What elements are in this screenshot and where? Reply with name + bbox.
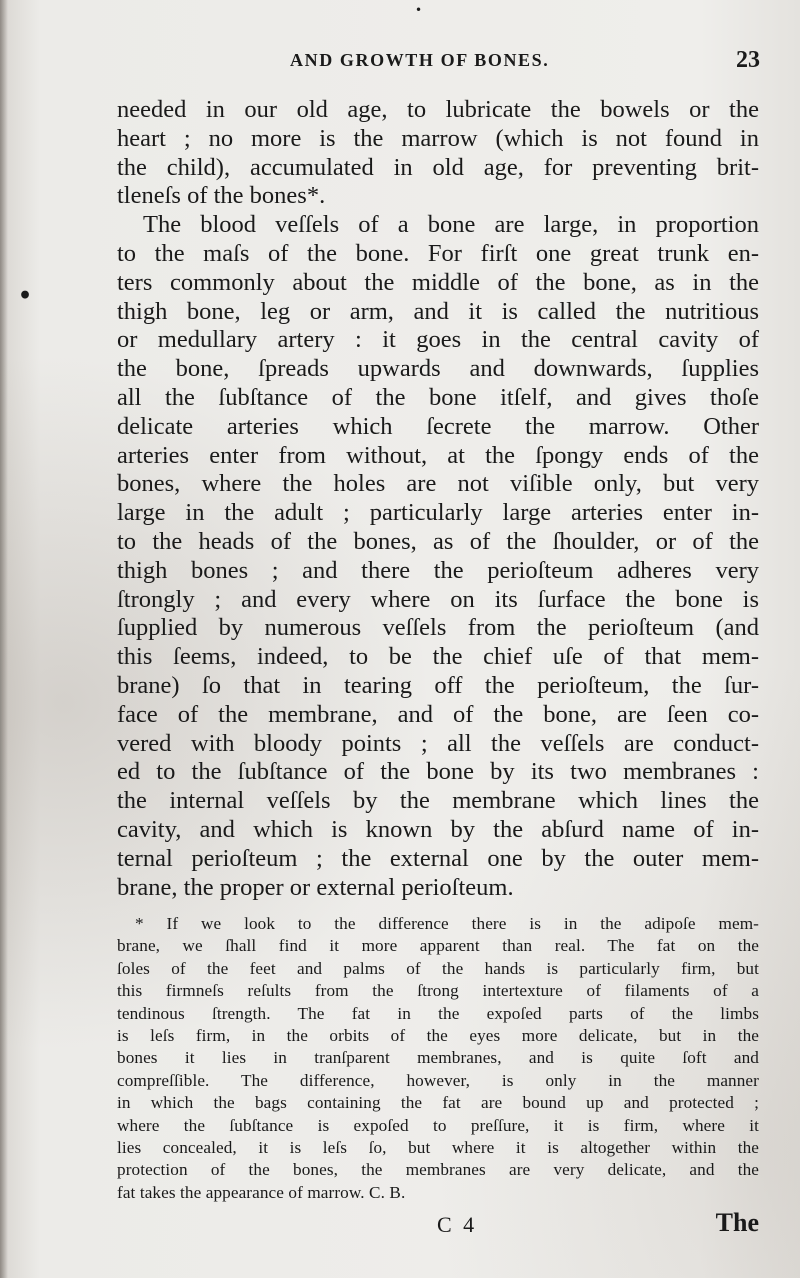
footnote-line: is leſs firm, in the orbits of the eyes more delicate, but in the [117, 1026, 759, 1046]
text-line: cavity, and which is known by the abſurd name of in- [117, 815, 759, 843]
footnote-line: tendinous ſtrength. The fat in the expoſed parts of the limbs [117, 1003, 759, 1023]
footnote-line: in which the bags containing the fat are bound up and protected ; [117, 1093, 759, 1113]
footnote-line: where the ſubſtance is expoſed to preſſure, it is firm, where it [117, 1115, 759, 1135]
main-text [117, 96, 759, 902]
text-line: vered with bloody points ; all the veſſels are conduct- [117, 729, 759, 757]
page-header [290, 47, 760, 80]
text-line: ed to the ſubſtance of the bone by its two membranes : [117, 758, 759, 786]
text-line: heart ; no more is the marrow (which is not found in [117, 124, 759, 152]
catchword: The [715, 1208, 759, 1237]
text-line: the bone, ſpreads upwards and downwards, ſupplies [117, 355, 759, 383]
text-line: to the heads of the bones, as of the ſhoulder, or of the [117, 527, 759, 555]
text-line: ſupplied by numerous veſſels from the perioſteum (and [117, 614, 759, 642]
text-line: arteries enter from without, at the ſpongy ends of the [117, 441, 759, 469]
footnote [117, 913, 759, 1204]
text-line: thigh bone, leg or arm, and it is called the nutritious [117, 297, 759, 325]
text-line: large in the adult ; particularly large arteries enter in- [117, 499, 759, 527]
text-line: needed in our old age, to lubricate the bowels or the [117, 96, 759, 123]
page-footer [117, 1208, 759, 1246]
text-line: tleneſs of the bones*. [117, 182, 326, 210]
ink-blot: • [18, 283, 33, 309]
text-line: this ſeems, indeed, to be the chief uſe of that mem- [117, 643, 759, 671]
page-edge-shadow [0, 0, 8, 1278]
footnote-line: protection of the bones, the membranes are very delicate, and the [117, 1160, 759, 1180]
text-line: ters commonly about the middle of the bone, as in the [117, 268, 759, 296]
footnote-line: brane, we ſhall find it more apparent than real. The fat on the [117, 936, 759, 956]
running-title: AND GROWTH OF BONES. [290, 50, 550, 70]
text-line: to the maſs of the bone. For firſt one great trunk en- [117, 239, 759, 267]
text-line: face of the membrane, and of the bone, are ſeen co- [117, 700, 759, 728]
footnote-line: compreſſible. The difference, however, is only in the manner [117, 1070, 759, 1090]
footnote-line: ſoles of the feet and palms of the hands is particularly firm, but [117, 958, 759, 978]
page-number: 23 [736, 47, 760, 73]
signature-mark: C 4 [437, 1212, 478, 1237]
text-line: bones, where the holes are not viſible only, but very [117, 470, 759, 498]
text-line: all the ſubſtance of the bone itſelf, and gives thoſe [117, 383, 759, 411]
text-line: the internal veſſels by the membrane which lines the [117, 787, 759, 815]
text-line: thigh bones ; and there the perioſteum adheres very [117, 556, 759, 584]
paragraph-2 [117, 211, 759, 902]
footnote-line: fat takes the appearance of marrow. C. B. [117, 1182, 406, 1202]
footnote-line: bones it lies in tranſparent membranes, and is quite ſoft and [117, 1048, 759, 1068]
footnote-line: * If we look to the difference there is in the adipoſe mem- [135, 914, 759, 933]
ink-speck: • [415, 3, 423, 17]
text-line: ſtrongly ; and every where on its ſurface the bone is [117, 585, 759, 613]
text-line: or medullary artery : it goes in the central cavity of [117, 326, 759, 354]
text-line: the child), accumulated in old age, for preventing brit- [117, 153, 759, 181]
footnote-line: lies concealed, it is leſs ſo, but where it is altogether within the [117, 1138, 759, 1158]
text-line: brane, the proper or external perioſteum. [117, 873, 514, 901]
text-line: ternal perioſteum ; the external one by the outer mem- [117, 844, 759, 872]
text-line: brane) ſo that in tearing off the perioſteum, the ſur- [117, 671, 759, 699]
footnote-line: this firmneſs reſults from the ſtrong intertexture of filaments of a [117, 981, 759, 1001]
text-line: delicate arteries which ſecrete the marrow. Other [117, 412, 759, 440]
text-line: The blood veſſels of a bone are large, in proportion [143, 211, 759, 239]
paragraph-1 [117, 96, 759, 211]
